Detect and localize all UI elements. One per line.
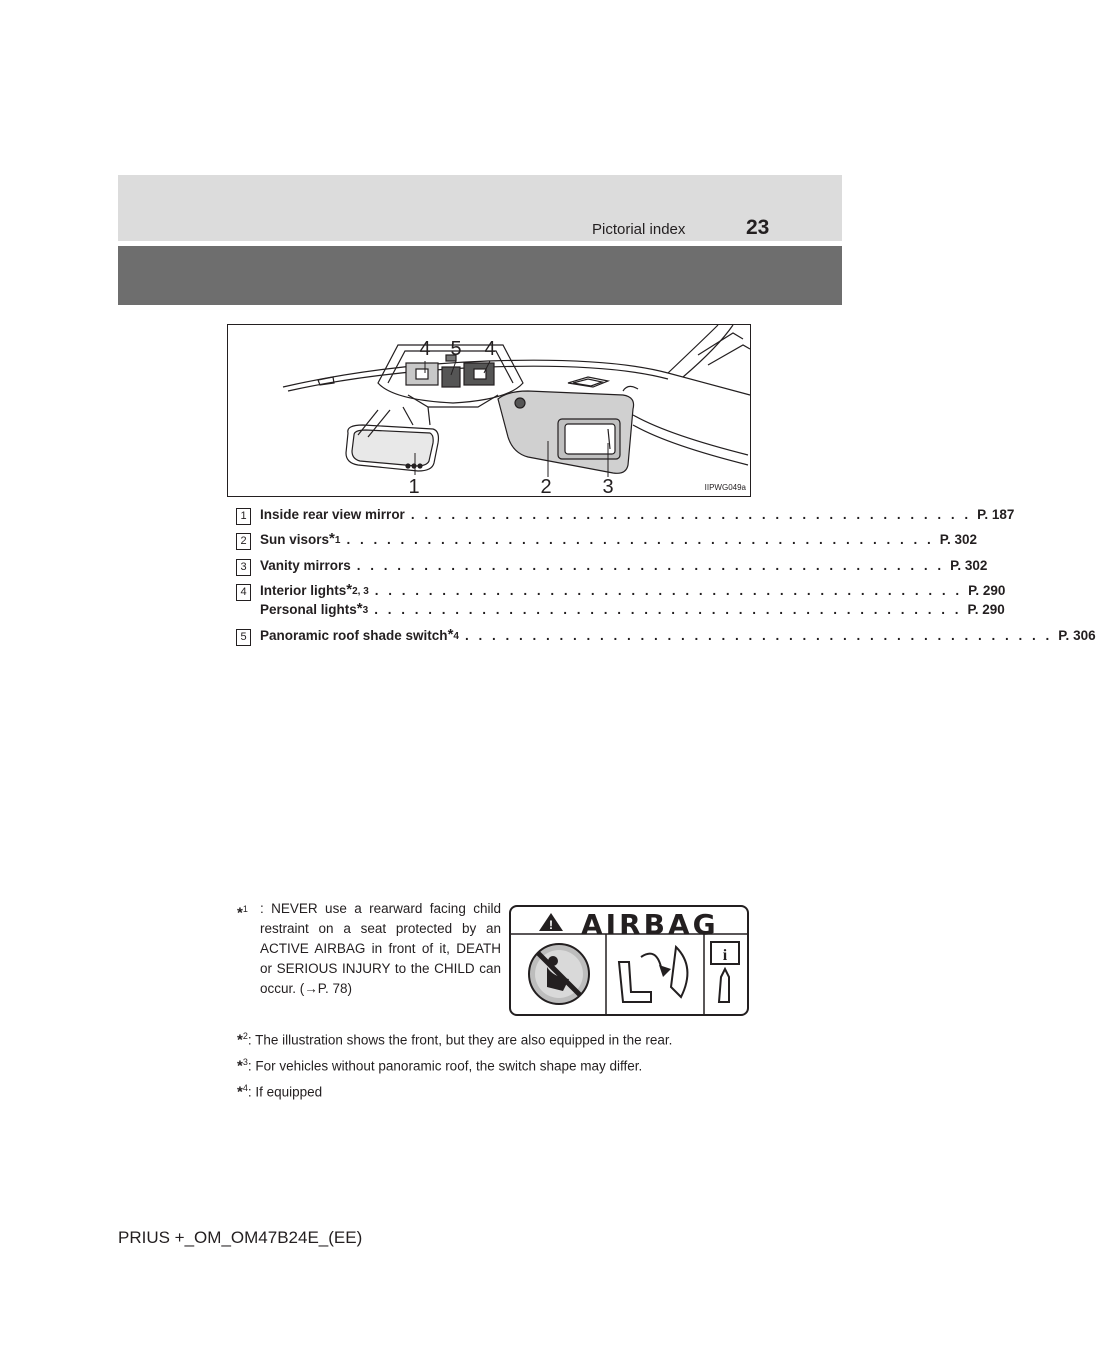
illustration-drawing [228,325,750,496]
footnote-text: : For vehicles without panoramic roof, the switch shape may differ. [247,1058,643,1074]
svg-text:i: i [722,947,728,964]
index-label: Personal lights [260,602,357,617]
asterisk-mark: * [356,600,363,617]
index-label: Sun visors [260,532,330,547]
footnote-2 [237,1026,672,1051]
index-row-4 [236,581,1006,603]
figure-code: IIPWG049a [704,483,746,492]
page-reference-link[interactable]: P. 302 [950,558,988,573]
footnote-text: : NEVER use a rearward facing child restraint on a seat protected by an ACTIVE AIRBAG in front of it, DEATH or SERIOUS INJURY to the CHILD can occur. (→P. 78) [260,901,501,996]
page-section-title: Pictorial index [592,221,686,238]
callout-1: 1 [408,476,420,498]
footnote-ref: 2, 3 [352,586,369,597]
callout-2: 2 [540,476,552,498]
asterisk-mark: * [237,904,243,922]
leader-dots: . . . . . . . . . . . . . . . . . . . . . . . . . . . . . . . . . . . . . . . . . . . . [374,583,963,598]
index-number-badge: 5 [236,629,251,646]
page-reference-link[interactable]: P. 306 [1058,628,1096,643]
airbag-label-title: AIRBAG [581,908,719,941]
document-footer: PRIUS +_OM_OM47B24E_(EE) [118,1228,363,1247]
index-number-badge: 1 [236,508,251,525]
callout-4-right: 4 [484,338,496,360]
section-bar [118,246,842,305]
footnote-ref: 3 [362,605,369,616]
footnote-ref: 1 [334,535,341,546]
page-reference-link[interactable]: P. 302 [939,532,978,547]
page-reference-link[interactable]: P. 290 [967,602,1005,617]
footnote-4 [237,1078,322,1103]
index-label: Interior lights [260,583,347,598]
asterisk-mark: * [237,1031,243,1049]
footnote-3 [237,1052,642,1077]
footnote-1 [237,899,501,999]
airbag-warning-label [509,905,749,1016]
asterisk-mark: * [346,581,353,598]
index-row-2 [236,530,978,552]
asterisk-mark: * [447,626,454,643]
footnote-number: 4 [242,1083,248,1093]
index-label: Vanity mirrors [260,558,351,573]
footnote-text: : The illustration shows the front, but they are also equipped in the rear. [247,1032,673,1048]
index-number-badge: 2 [236,533,251,550]
leader-dots: . . . . . . . . . . . . . . . . . . . . . . . . . . . . . . . . . . . . . . . . . . . . [374,602,962,617]
page-number: 23 [746,216,770,239]
callout-5: 5 [450,338,462,360]
leader-dots: . . . . . . . . . . . . . . . . . . . . . . . . . . . . . . . . . . . . . . . . . . [410,507,972,522]
footnote-number: 2 [242,1031,248,1041]
leader-dots: . . . . . . . . . . . . . . . . . . . . . . . . . . . . . . . . . . . . . . . . . . . . [464,628,1053,643]
footnote-ref: 4 [453,631,459,642]
page-reference-link[interactable]: P. 187 [977,507,1015,522]
footnote-number: 1 [242,904,248,914]
svg-text:!: ! [549,918,553,932]
leader-dots: . . . . . . . . . . . . . . . . . . . . . . . . . . . . . . . . . . . . . . . . . . . . [346,532,934,547]
callout-4-left: 4 [419,338,431,360]
index-number-badge: 4 [236,584,251,601]
index-label: Inside rear view mirror [260,507,405,522]
footnote-number: 3 [242,1057,248,1067]
page-reference-link[interactable]: P. 290 [968,583,1006,598]
callout-3: 3 [602,476,614,498]
index-row-4b [236,600,1005,622]
index-row-5 [236,626,1096,648]
index-row-3 [236,558,988,578]
header-band [118,175,842,241]
footnote-text: : If equipped [247,1084,323,1100]
leader-dots: . . . . . . . . . . . . . . . . . . . . . . . . . . . . . . . . . . . . . . . . . . . . [356,558,945,573]
asterisk-mark: * [237,1057,243,1075]
index-row-1 [236,507,1015,527]
index-label: Panoramic roof shade switch [260,628,448,643]
asterisk-mark: * [329,530,335,547]
index-number-badge: 3 [236,559,251,576]
asterisk-mark: * [237,1083,243,1101]
overhead-console-illustration [227,324,751,497]
